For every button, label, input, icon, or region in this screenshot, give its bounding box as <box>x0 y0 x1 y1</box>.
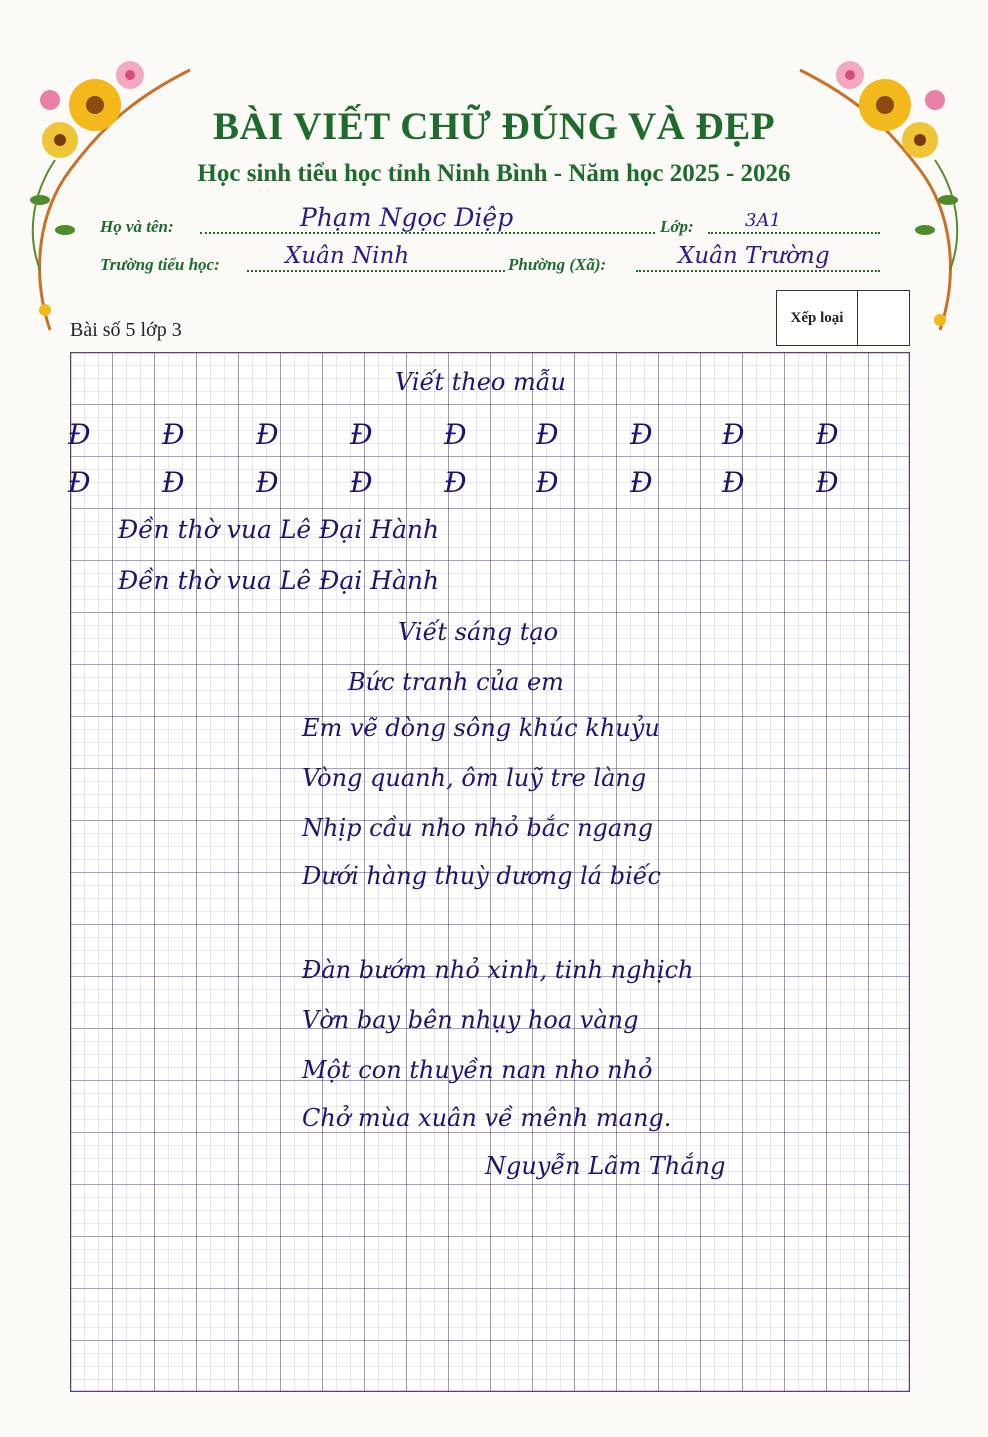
practice-letter: Đ <box>256 466 279 499</box>
ward-label: Phường (Xã): <box>508 255 607 274</box>
poem-line: Đàn bướm nhỏ xinh, tinh nghịch <box>302 956 694 984</box>
poem-line: Chở mùa xuân về mênh mang. <box>302 1104 672 1132</box>
poem-line: Vờn bay bên nhụy hoa vàng <box>302 1006 639 1034</box>
lesson-label: Bài số 5 lớp 3 <box>70 319 182 341</box>
rating-box <box>776 290 910 346</box>
page-subtitle: Học sinh tiểu học tỉnh Ninh Bình - Năm học 2025 - 2026 <box>197 160 791 187</box>
poem-line: Vòng quanh, ôm luỹ tre làng <box>302 764 647 792</box>
practice-letter: Đ <box>630 466 653 499</box>
practice-letter: Đ <box>816 466 839 499</box>
practice-letter: Đ <box>68 418 91 451</box>
practice-letter: Đ <box>630 418 653 451</box>
practice-letter: Đ <box>536 418 559 451</box>
practice-letter: Đ <box>350 466 373 499</box>
rating-label: Xếp loại <box>777 291 858 345</box>
heading-viet-theo-mau: Viết theo mẫu <box>395 368 566 396</box>
heading-viet-sang-tao: Viết sáng tạo <box>398 618 559 646</box>
class-dotted-line <box>708 232 880 234</box>
ward-dotted-line <box>636 270 880 272</box>
practice-letter: Đ <box>444 466 467 499</box>
poem-line: Em vẽ dòng sông khúc khuỷu <box>302 714 660 742</box>
practice-letter: Đ <box>162 466 185 499</box>
name-label: Họ và tên: <box>100 217 174 236</box>
school-value: Xuân Ninh <box>285 243 410 269</box>
practice-letter: Đ <box>722 418 745 451</box>
school-dotted-line <box>247 270 505 272</box>
practice-letter: Đ <box>68 466 91 499</box>
poem-line: Một con thuyền nan nho nhỏ <box>302 1056 653 1084</box>
name-value: Phạm Ngọc Diệp <box>300 203 514 232</box>
page-title: BÀI VIẾT CHỮ ĐÚNG VÀ ĐẸP <box>212 105 776 148</box>
poem-line: Nhịp cầu nho nhỏ bắc ngang <box>302 814 654 842</box>
practice-sentence: Đền thờ vua Lê Đại Hành <box>118 515 440 544</box>
name-dotted-line <box>200 232 655 234</box>
poem-title: Bức tranh của em <box>348 668 564 696</box>
class-label: Lớp: <box>660 217 694 236</box>
class-value: 3A1 <box>745 210 781 231</box>
practice-letter: Đ <box>536 466 559 499</box>
practice-sentence: Đền thờ vua Lê Đại Hành <box>118 566 440 595</box>
practice-letter: Đ <box>350 418 373 451</box>
poem-line: Dưới hàng thuỳ dương lá biếc <box>302 862 661 890</box>
practice-letter: Đ <box>162 418 185 451</box>
poem-author: Nguyễn Lãm Thắng <box>485 1152 726 1180</box>
school-label: Trường tiểu học: <box>100 255 220 274</box>
ward-value: Xuân Trường <box>678 243 830 269</box>
floral-corner-left-decoration <box>10 30 210 350</box>
practice-letter: Đ <box>722 466 745 499</box>
practice-letter: Đ <box>816 418 839 451</box>
practice-letter: Đ <box>444 418 467 451</box>
practice-letter: Đ <box>256 418 279 451</box>
